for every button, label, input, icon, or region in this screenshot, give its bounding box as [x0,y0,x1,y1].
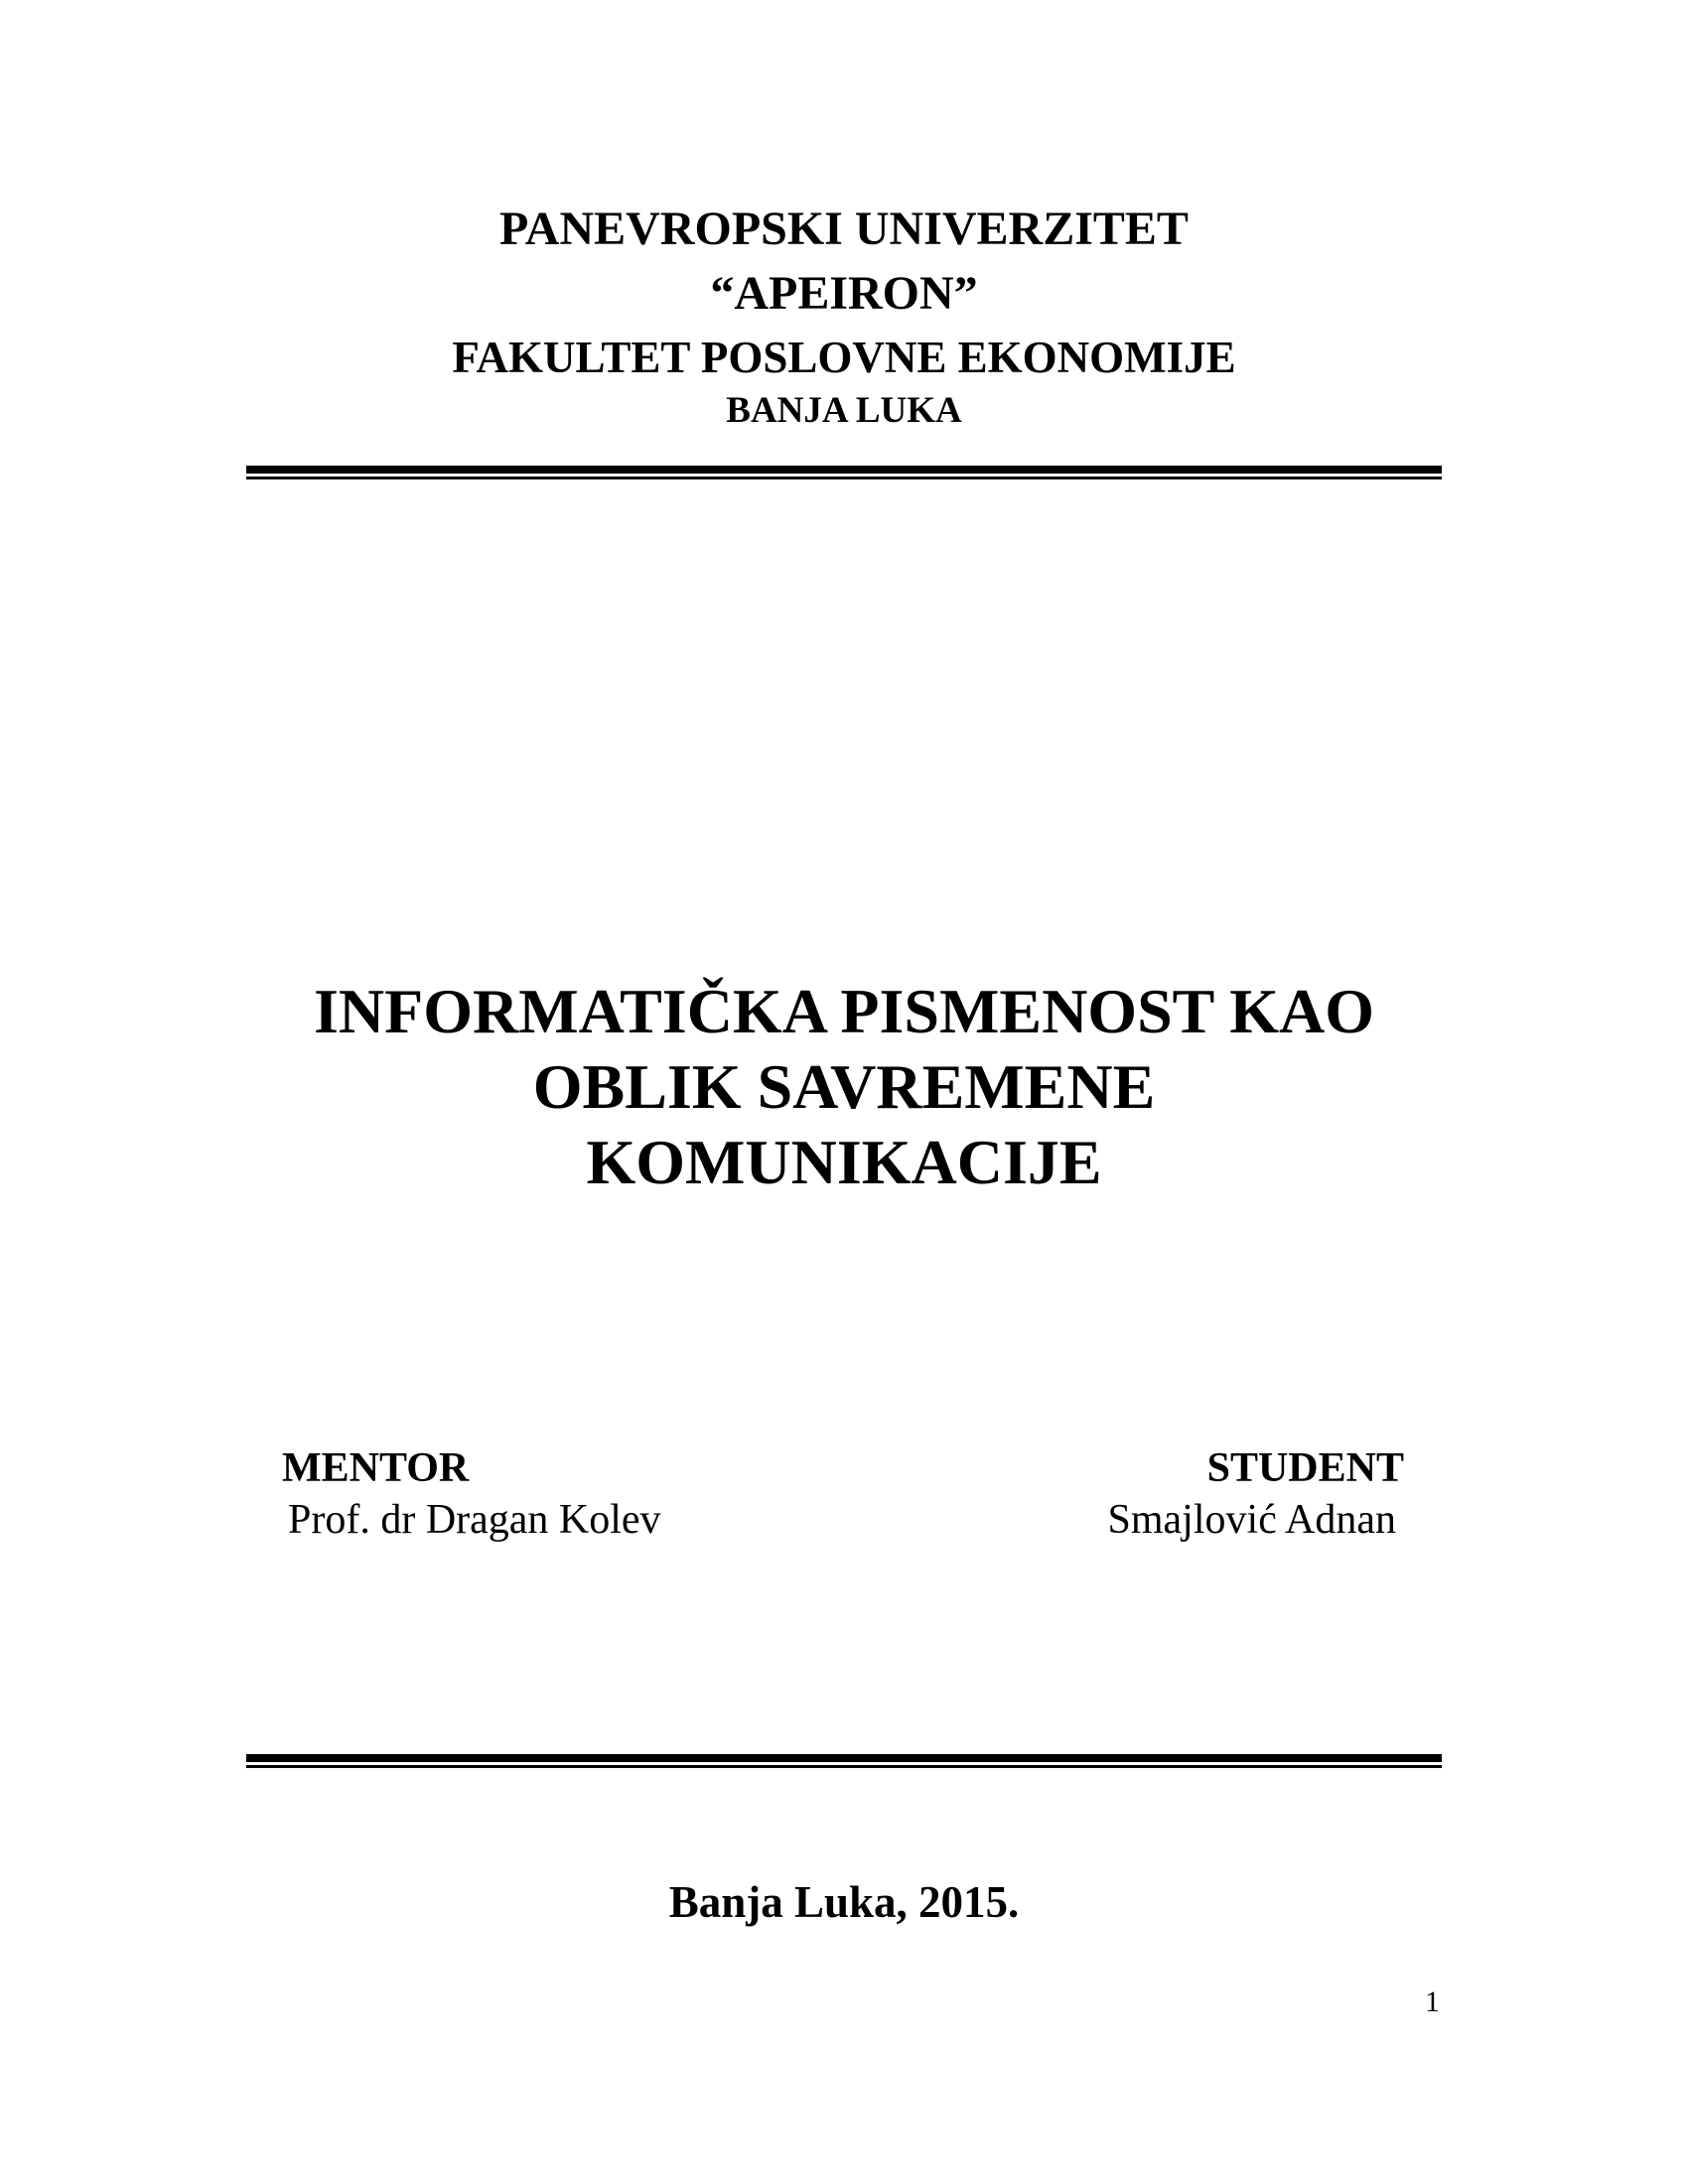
mentor-name: Prof. dr Dragan Kolev [288,1497,661,1543]
page-number: 1 [1425,1985,1440,2018]
header-divider [246,466,1442,480]
university-heading: PANEVROPSKI UNIVERZITET [499,203,1189,255]
city-heading: BANJA LUKA [726,390,962,431]
mentor-label: MENTOR [282,1445,470,1491]
student-name: Smajlović Adnan [1107,1497,1396,1543]
thesis-title-line-3: KOMUNIKACIJE [586,1127,1102,1197]
university-name: “APEIRON” [710,267,978,320]
faculty-heading: FAKULTET POSLOVNE EKONOMIJE [452,333,1236,382]
place-and-date: Banja Luka, 2015. [668,1877,1020,1927]
student-label: STUDENT [1206,1445,1404,1491]
thesis-title-line-2: OBLIK SAVREMENE [532,1051,1156,1122]
thesis-title-line-1: INFORMATIČKA PISMENOST KAO [314,976,1374,1046]
footer-divider [246,1754,1442,1769]
